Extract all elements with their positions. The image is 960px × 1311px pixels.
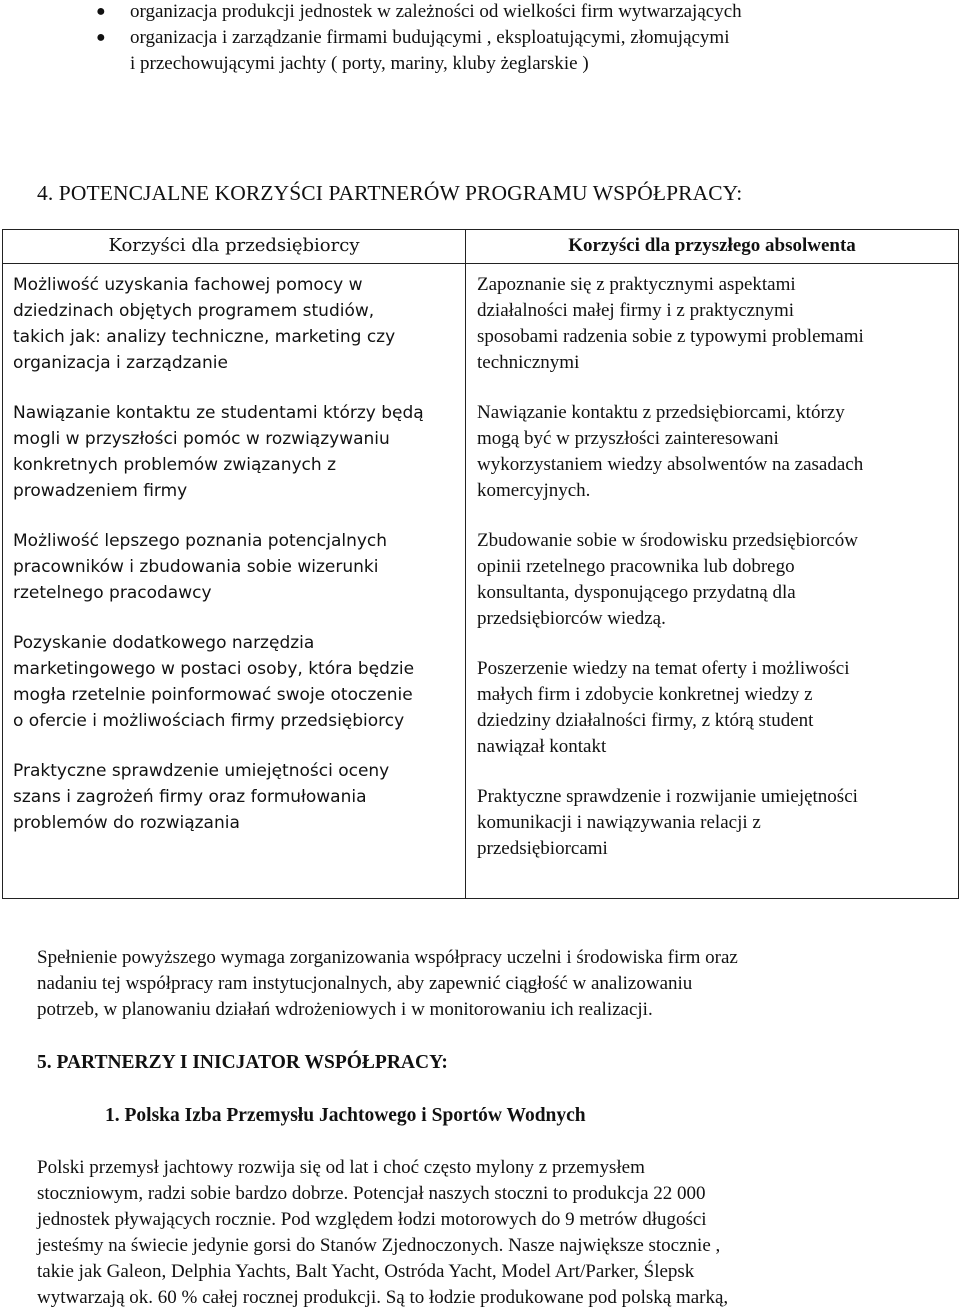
text-line: problemów do rozwiązania bbox=[13, 813, 240, 833]
graduate-benefit bbox=[477, 528, 948, 632]
text-line: nawiązał kontakt bbox=[477, 736, 607, 757]
text-line: Praktyczne sprawdzenie i rozwijanie umiejętności bbox=[477, 786, 858, 807]
entrepreneur-benefit bbox=[13, 630, 455, 734]
graduate-benefit bbox=[477, 272, 948, 376]
text-line: marketingowego w postaci osoby, która będzie bbox=[13, 659, 415, 679]
graduate-benefits-cell bbox=[466, 264, 959, 899]
text-line: konsultanta, dysponującego przydatną dla bbox=[477, 582, 796, 603]
entrepreneur-benefit bbox=[13, 758, 455, 836]
text-line: mogła rzetelnie poinformować swoje otoczenie bbox=[13, 685, 413, 705]
column-header-entrepreneur: Korzyści dla przedsiębiorcy bbox=[3, 230, 466, 264]
text-line: małych firm i zdobycie konkretnej wiedzy z bbox=[477, 684, 813, 705]
graduate-benefit bbox=[477, 656, 948, 760]
bullet-item bbox=[96, 0, 916, 25]
partner-subheading: 1. Polska Izba Przemysłu Jachtowego i Sportów Wodnych bbox=[105, 1105, 586, 1126]
entrepreneur-benefit bbox=[13, 272, 455, 376]
section-4-heading: 4. POTENCJALNE KORZYŚCI PARTNERÓW PROGRAMU WSPÓŁPRACY: bbox=[37, 181, 743, 205]
text-line: wytwarzają ok. 60 % całej rocznej produkcji. Są to łodzie produkowane pod polską marką, bbox=[37, 1287, 729, 1308]
text-line: dziedzinach objętych programem studiów, bbox=[13, 301, 375, 321]
text-line: komunikacji i nawiązywania relacji z bbox=[477, 812, 761, 833]
text-line: komercyjnych. bbox=[477, 480, 591, 501]
text-line: Zapoznanie się z praktycznymi aspektami bbox=[477, 274, 796, 295]
text-line: Możliwość uzyskania fachowej pomocy w bbox=[13, 275, 363, 295]
text-line: sposobami radzenia sobie z typowymi problemami bbox=[477, 326, 864, 347]
text-line: takie jak Galeon, Delphia Yachts, Balt Yacht, Ostróda Yacht, Model Art/Parker, Ślepsk bbox=[37, 1261, 695, 1282]
bullet-line: organizacja produkcji jednostek w zależności od wielkości firm wytwarzających bbox=[130, 1, 742, 22]
text-line: przedsiębiorcami bbox=[477, 838, 608, 859]
bullet-list bbox=[96, 0, 916, 77]
text-line: Możliwość lepszego poznania potencjalnych bbox=[13, 531, 388, 551]
section-5-heading: 5. PARTNERZY I INICJATOR WSPÓŁPRACY: bbox=[37, 1052, 448, 1073]
text-line: stoczniowym, radzi sobie bardzo dobrze. Potencjał naszych stoczni to produkcja 22 000 bbox=[37, 1183, 706, 1204]
entrepreneur-benefit bbox=[13, 528, 455, 606]
text-line: Polski przemysł jachtowy rozwija się od lat i choć często mylony z przemysłem bbox=[37, 1157, 645, 1178]
text-line: Nawiązanie kontaktu z przedsiębiorcami, którzy bbox=[477, 402, 845, 423]
text-line: Spełnienie powyższego wymaga zorganizowania współpracy uczelni i środowiska firm oraz bbox=[37, 947, 738, 968]
text-line: Zbudowanie sobie w środowisku przedsiębiorców bbox=[477, 530, 858, 551]
bullet-line: organizacja i zarządzanie firmami budującymi , eksploatującymi, złomującymi bbox=[130, 27, 730, 48]
text-line: Poszerzenie wiedzy na temat oferty i możliwości bbox=[477, 658, 850, 679]
summary-paragraph bbox=[37, 945, 917, 1023]
text-line: wykorzystaniem wiedzy absolwentów na zasadach bbox=[477, 454, 864, 475]
text-line: dziedziny działalności firmy, z którą student bbox=[477, 710, 814, 731]
text-line: Praktyczne sprawdzenie umiejętności oceny bbox=[13, 761, 390, 781]
entrepreneur-benefit bbox=[13, 400, 455, 504]
partner-description bbox=[37, 1155, 917, 1311]
benefits-table bbox=[2, 229, 959, 899]
text-line: organizacja i zarządzanie bbox=[13, 353, 228, 373]
text-line: jesteśmy na świecie jedynie gorsi do Stanów Zjednoczonych. Nasze największe stocznie , bbox=[37, 1235, 721, 1256]
bullet-line: i przechowującymi jachty ( porty, mariny, kluby żeglarskie ) bbox=[130, 53, 589, 74]
text-line: takich jak: analizy techniczne, marketing czy bbox=[13, 327, 396, 347]
bullet-item bbox=[96, 25, 916, 77]
text-line: opinii rzetelnego pracownika lub dobrego bbox=[477, 556, 795, 577]
text-line: mogą być w przyszłości zainteresowani bbox=[477, 428, 779, 449]
text-line: prowadzeniem firmy bbox=[13, 481, 188, 501]
text-line: pracowników i zbudowania sobie wizerunki bbox=[13, 557, 379, 577]
graduate-benefit bbox=[477, 400, 948, 504]
text-line: nadaniu tej współpracy ram instytucjonalnych, aby zapewnić ciągłość w analizowaniu bbox=[37, 973, 693, 994]
bullet-icon: ● bbox=[96, 29, 106, 46]
graduate-benefit bbox=[477, 784, 948, 862]
text-line: o ofercie i możliwościach firmy przedsiębiorcy bbox=[13, 711, 405, 731]
text-line: Pozyskanie dodatkowego narzędzia bbox=[13, 633, 315, 653]
bullet-icon: ● bbox=[96, 3, 106, 20]
entrepreneur-benefits-cell bbox=[3, 264, 466, 899]
text-line: jednostek pływających rocznie. Pod względem łodzi motorowych do 9 metrów długości bbox=[37, 1209, 707, 1230]
text-line: rzetelnego pracodawcy bbox=[13, 583, 212, 603]
text-line: szans i zagrożeń firmy oraz formułowania bbox=[13, 787, 367, 807]
text-line: konkretnych problemów związanych z bbox=[13, 455, 336, 475]
text-line: działalności małej firmy i z praktycznymi bbox=[477, 300, 795, 321]
text-line: mogli w przyszłości pomóc w rozwiązywaniu bbox=[13, 429, 390, 449]
column-header-graduate: Korzyści dla przyszłego absolwenta bbox=[466, 230, 959, 264]
text-line: przedsiębiorców wiedzą. bbox=[477, 608, 666, 629]
text-line: technicznymi bbox=[477, 352, 580, 373]
text-line: Nawiązanie kontaktu ze studentami którzy będą bbox=[13, 403, 424, 423]
text-line: potrzeb, w planowaniu działań wdrożeniowych i w monitorowaniu ich realizacji. bbox=[37, 999, 653, 1020]
